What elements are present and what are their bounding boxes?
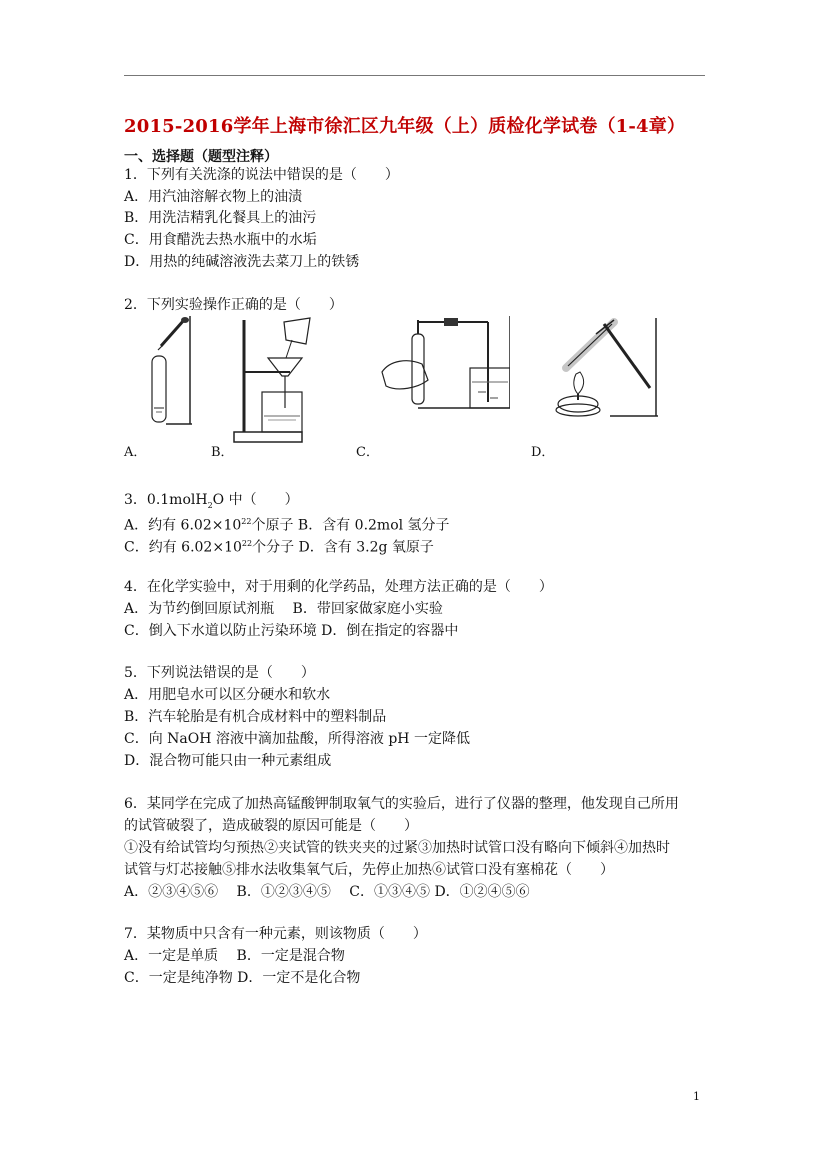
q3-option-c-end: 个分子 bbox=[252, 539, 295, 556]
q2-stem: 2．下列实验操作正确的是（ ） bbox=[124, 297, 343, 313]
q5-stem: 5．下列说法错误的是（ ） bbox=[124, 665, 315, 681]
q5-option-a: A．用肥皂水可以区分硬水和软水 bbox=[124, 687, 331, 703]
q6-options: A．②③④⑤⑥ B．①②③④⑤ C．①③④⑤ D．①②④⑤⑥ bbox=[124, 884, 530, 900]
q3-stem-text: 3．0.1molH bbox=[124, 492, 208, 508]
q1-option-b: B．用洗洁精乳化餐具上的油污 bbox=[124, 210, 317, 226]
q3-option-d: D．含有 3.2g 氧原子 bbox=[298, 539, 434, 556]
q3-option-b: B．含有 0.2mol 氢分子 bbox=[297, 517, 450, 534]
q1-option-a: A．用汽油溶解衣物上的油渍 bbox=[124, 189, 303, 205]
q2-label-a: A． bbox=[124, 445, 147, 460]
page-number: 1 bbox=[693, 1090, 700, 1103]
q3-stem-subscript: 2 bbox=[207, 500, 213, 510]
q5-option-d: D．混合物可能只由一种元素组成 bbox=[124, 753, 332, 769]
q3-option-a-end: 个原子 bbox=[251, 517, 294, 534]
q2-figures bbox=[124, 316, 664, 448]
q7-options-cd: C．一定是纯净物 D．一定不是化合物 bbox=[124, 970, 361, 986]
q4-options-cd: C．倒入下水道以防止污染环境 D．倒在指定的容器中 bbox=[124, 623, 459, 639]
q3-option-a: A．约有 6.02×10 bbox=[124, 517, 242, 534]
q1-option-d: D．用热的纯碱溶液洗去菜刀上的铁锈 bbox=[124, 254, 360, 270]
q1-stem: 1．下列有关洗涤的说法中错误的是（ ） bbox=[124, 167, 399, 183]
q3-options-cd bbox=[124, 535, 434, 557]
q4-stem: 4．在化学实验中，对于用剩的化学药品，处理方法正确的是（ ） bbox=[124, 579, 553, 595]
q7-options-ab: A．一定是单质 B．一定是混合物 bbox=[124, 948, 345, 964]
q5-option-c: C．向 NaOH 溶液中滴加盐酸，所得溶液 pH 一定降低 bbox=[124, 731, 470, 747]
header-rule bbox=[124, 75, 705, 76]
q4-options-ab: A．为节约倒回原试剂瓶 B．带回家做家庭小实验 bbox=[124, 601, 443, 617]
q2-label-d: D． bbox=[531, 445, 555, 460]
q3-option-c-exponent: 22 bbox=[241, 539, 253, 548]
q2-label-b: B． bbox=[211, 445, 234, 460]
q7-stem: 7．某物质中只含有一种元素，则该物质（ ） bbox=[124, 926, 427, 942]
filtration-figure bbox=[232, 316, 312, 446]
exam-title: 2015-2016学年上海市徐汇区九年级（上）质检化学试卷（1-4章） bbox=[124, 116, 686, 137]
q6-line-3: ①没有给试管均匀预热②夹试管的铁夹夹的过紧③加热时试管口没有略向下倾斜④加热时 bbox=[124, 840, 670, 856]
q3-options-ab bbox=[124, 513, 450, 535]
q5-option-b: B．汽车轮胎是有机合成材料中的塑料制品 bbox=[124, 709, 387, 725]
q3-stem bbox=[124, 491, 299, 515]
q6-line-4: 试管与灯芯接触⑤排水法收集氧气后，先停止加热⑥试管口没有塞棉花（ ） bbox=[124, 862, 614, 878]
q1-option-c: C．用食醋洗去热水瓶中的水垢 bbox=[124, 232, 317, 248]
q6-line-2: 的试管破裂了，造成破裂的原因可能是（ ） bbox=[124, 818, 418, 834]
q3-option-c: C．约有 6.02×10 bbox=[124, 539, 242, 556]
q2-label-c: C． bbox=[356, 445, 379, 460]
q3-option-a-exponent: 22 bbox=[241, 517, 252, 526]
airtightness-figure bbox=[378, 316, 510, 416]
section-heading: 一、选择题（题型注释） bbox=[124, 149, 278, 165]
q3-stem-text-end: O 中（ ） bbox=[212, 492, 299, 508]
heating-figure bbox=[554, 316, 658, 420]
q6-line-1: 6．某同学在完成了加热高锰酸钾制取氧气的实验后，进行了仪器的整理，他发现自己所用 bbox=[124, 796, 679, 812]
dropper-figure bbox=[146, 316, 194, 426]
